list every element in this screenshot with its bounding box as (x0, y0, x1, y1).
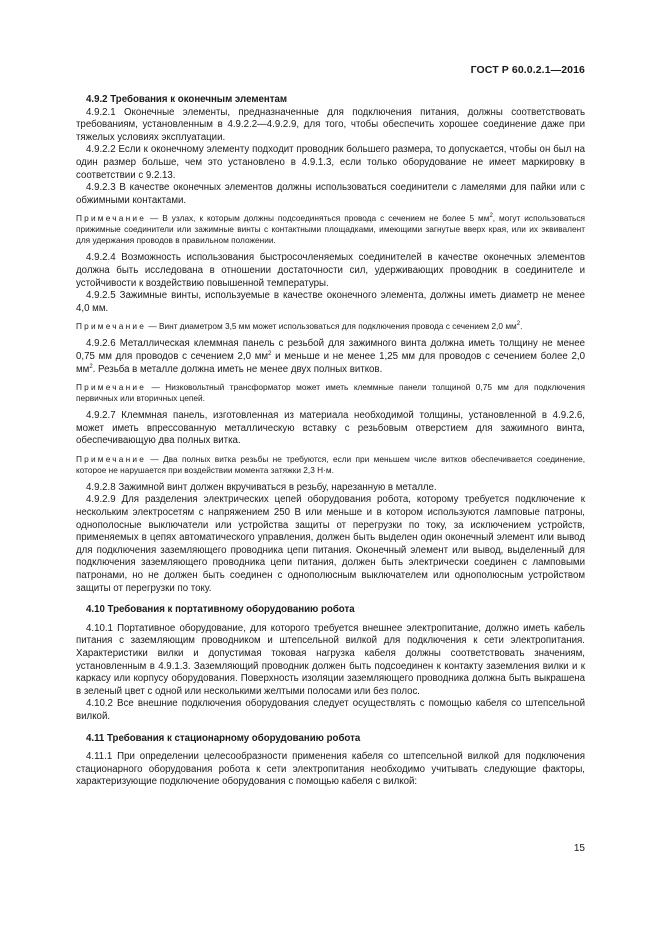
document-body (76, 94, 585, 789)
note-label: Примечание (76, 213, 147, 224)
section-heading-4-10: 4.10 Требования к портативному оборудованию робота (86, 604, 355, 616)
standard-header: ГОСТ Р 60.0.2.1—2016 (470, 64, 585, 76)
spacer (76, 595, 585, 604)
note-label: Примечание (76, 321, 147, 332)
note-2: Примечание — Винт диаметром 3,5 мм может использоваться для подключения провода с сечением 2,0 $мм^2$. (76, 321, 523, 332)
paragraph-4-9-2-2: 4.9.2.2 Если к оконечному элементу подходит проводник большего размера, то допускается, чтобы он был на один размер больше, чем это установлено в 4.9.1.3, если только оборудование не имеет маркировку в соответствии с 9.2.13. (76, 144, 585, 181)
paragraph-4-9-2-4: 4.9.2.4 Возможность использования быстросочленяемых соединителей в качестве оконечных элементов должна быть исследована в отношении достаточности сил, удерживающих проводник в соединителе и устойчивости к воздействию повышенной температуры. (76, 252, 585, 289)
paragraph-4-10-1: 4.10.1 Портативное оборудование, для которого требуется внешнее электропитание, должно иметь кабель питания с заземляющим проводником и штепсельной вилкой для подключения к сети электропитания. Характеристики вилки и допустимая токовая нагрузка кабеля должны соответствовать значениям, установленным в 4.9.1.3. Заземляющий проводник должен быть подсоединен к контакту заземления вилки и к каркасу или корпусу оборудования. Поверхность изоляции заземляющего проводника должна быть выкрашена в зеленый цвет с одной или несколькими желтыми полосами или без полос. (76, 622, 585, 697)
page-number: 15 (573, 843, 585, 854)
section-heading-4-9-2: 4.9.2 Требования к оконечным элементам (86, 94, 288, 105)
paragraph-4-10-2: 4.10.2 Все внешние подключения оборудования следует осуществлять с помощью кабеля со штепсельной вилкой. (76, 698, 585, 722)
note-3: Примечание — Низковольтный трансформатор может иметь клеммные панели толщиной 0,75 мм для подключения первичных или вторичных цепей. (76, 382, 585, 404)
note-1: Примечание — В узлах, к которым должны подсоединяться провода с сечением не более 5 $мм^2$, могут использоваться прижимные соединители или зажимные винты с контактными площадками, имеющими загнутые вверх края, или их эквивалент для удержания проводов в правильном положении. (76, 213, 585, 246)
paragraph-4-9-2-9: 4.9.2.9 Для разделения электрических цепей оборудования робота, которому требуется подключение к нескольким электросетям с напряжением 250 В или меньше и в котором используются ламповые патроны, однополосные выключатели или устройства защиты от перегрузки по току, за исключением устройств, применяемых в цепях автоматического управления, должен быть выделен один оконечный элемент или вывод для подключения заземляющего проводника цепи питания. Оконечный элемент или вывод, выделенный для подключения заземляющего проводника цепи питания, должен быть электрически соединен с ламповыми патронами, но не должен быть соединен с однополюсным выключателем или однополюсным устройством защиты от перегрузки по току. (76, 494, 585, 594)
section-heading-4-11: 4.11 Требования к стационарному оборудованию робота (86, 732, 361, 744)
note-label: Примечание (76, 382, 147, 393)
paragraph-4-9-2-6: 4.9.2.6 Металлическая клеммная панель с резьбой для зажимного винта должна иметь толщину не менее 0,75 мм для проводов с сечением 2,0 $мм^2$ и меньше и не менее 1,25 мм для проводов с сечением более 2,0 $мм^2$. Резьба в металле должна иметь не менее двух полных витков. (76, 338, 585, 375)
spacer (76, 724, 585, 733)
paragraph-4-9-2-1: 4.9.2.1 Оконечные элементы, предназначенные для подключения питания, должны соответствовать требованиям, установленным в 4.9.2.2—4.9.2.9, для того, чтобы обеспечить хорошее соединение даже при тяжелых условиях эксплуатации. (76, 106, 585, 143)
paragraph-4-9-2-7: 4.9.2.7 Клеммная панель, изготовленная из материала необходимой толщины, установленной в 4.9.2.6, может иметь впрессованную металлическую вставку с резьбовым отверстием для зажимного винта, обеспечивающую два полных витка. (76, 410, 585, 447)
paragraph-4-9-2-3: 4.9.2.3 В качестве оконечных элементов должны использоваться соединители с ламелями для пайки или с обжимными контактами. (76, 182, 585, 206)
note-label: Примечание (76, 453, 147, 464)
note-4: Примечание — Два полных витка резьбы не требуются, если при меньшем числе витков обеспечивается соединение, которое не нарушается при воздействии момента затяжки 2,3 Н·м. (76, 453, 585, 475)
paragraph-4-9-2-8: 4.9.2.8 Зажимной винт должен вкручиваться в резьбу, нарезанную в металле. (86, 481, 437, 493)
paragraph-4-9-2-5: 4.9.2.5 Зажимные винты, используемые в качестве оконечного элемента, должны иметь диаметр не менее 4,0 мм. (76, 290, 585, 314)
paragraph-4-11-1: 4.11.1 При определении целесообразности применения кабеля со штепсельной вилкой для подключения стационарного оборудования робота к сети электропитания необходимо учитывать следующие факторы, характеризующие подключение оборудования с помощью кабеля с вилкой: (76, 751, 585, 788)
